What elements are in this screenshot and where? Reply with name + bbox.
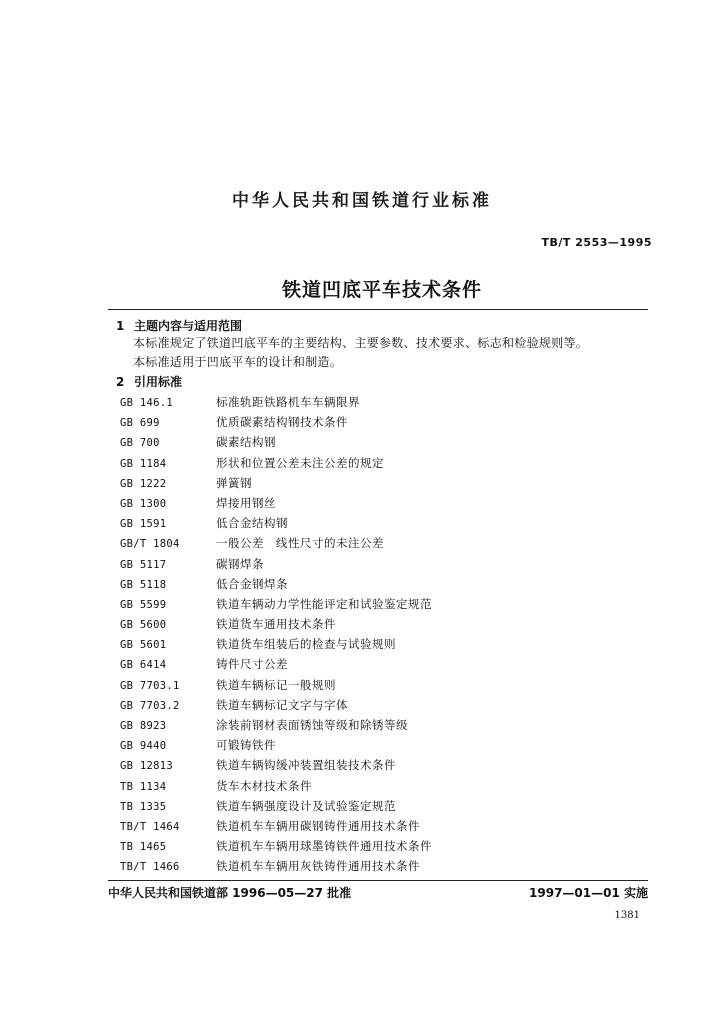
reference-item bbox=[120, 392, 432, 412]
section-1-title: 主题内容与适用范围 bbox=[134, 319, 243, 333]
reference-name: 铁道货车组装后的检查与试验规则 bbox=[216, 637, 396, 652]
reference-item bbox=[120, 614, 432, 634]
reference-name: 可锻铸铁件 bbox=[216, 738, 276, 753]
reference-item bbox=[120, 856, 432, 876]
section-1-paragraph: 本标准适用于凹底平车的设计和制造。 bbox=[133, 355, 343, 369]
reference-code: GB 9440 bbox=[120, 740, 167, 753]
org-title: 中华人民共和国铁道行业标准 bbox=[232, 191, 492, 211]
page-number: 1381 bbox=[614, 910, 640, 921]
reference-name: 一般公差 线性尺寸的未注公差 bbox=[216, 536, 384, 551]
reference-item bbox=[120, 453, 432, 473]
reference-code: GB 7703.2 bbox=[120, 699, 180, 712]
reference-code: GB 12813 bbox=[120, 760, 173, 773]
reference-item bbox=[120, 735, 432, 755]
reference-item bbox=[120, 634, 432, 654]
reference-name: 涂装前钢材表面锈蚀等级和除锈等级 bbox=[216, 718, 408, 732]
reference-item bbox=[120, 533, 432, 553]
reference-code: GB 5118 bbox=[120, 578, 167, 591]
reference-code: TB 1134 bbox=[120, 780, 167, 793]
reference-code: TB/T 1466 bbox=[120, 861, 180, 874]
section-1-paragraph: 本标准规定了铁道凹底平车的主要结构、主要参数、技术要求、标志和检验规则等。 bbox=[133, 336, 589, 350]
reference-code: GB 146.1 bbox=[120, 397, 173, 409]
reference-item bbox=[120, 695, 432, 715]
reference-name: 焊接用钢丝 bbox=[216, 495, 276, 510]
reference-item bbox=[120, 836, 432, 856]
reference-name: 弹簧钢 bbox=[216, 475, 252, 490]
reference-item bbox=[120, 594, 432, 614]
reference-item bbox=[120, 715, 432, 735]
reference-code: GB 5599 bbox=[120, 598, 167, 611]
reference-code: GB 1591 bbox=[120, 518, 167, 531]
section-1-heading bbox=[116, 317, 242, 334]
reference-name: 铁道机车车辆用碳钢铸件通用技术条件 bbox=[216, 818, 420, 833]
reference-name: 铁道货车通用技术条件 bbox=[216, 617, 336, 632]
document-title: 铁道凹底平车技术条件 bbox=[281, 279, 482, 301]
reference-item bbox=[120, 412, 432, 432]
section-2-title: 引用标准 bbox=[134, 375, 183, 389]
reference-name: 铁道车辆标记文字与字体 bbox=[216, 697, 348, 712]
reference-code: TB 1465 bbox=[120, 841, 167, 854]
reference-code: GB 5600 bbox=[120, 619, 167, 632]
reference-code: GB/T 1804 bbox=[120, 538, 180, 551]
section-2-heading bbox=[116, 373, 182, 390]
reference-name: 铁道机车车辆用灰铁铸件通用技术条件 bbox=[216, 859, 420, 874]
reference-item bbox=[120, 574, 432, 594]
reference-item bbox=[120, 473, 432, 493]
approval-line: 中华人民共和国铁道部 1996—05—27 批准 bbox=[108, 886, 352, 900]
reference-name: 铁道车辆动力学性能评定和试验鉴定规范 bbox=[216, 596, 432, 611]
reference-code: GB 5601 bbox=[120, 639, 167, 652]
reference-name: 低合金钢焊条 bbox=[216, 576, 288, 591]
section-2-number: 2 bbox=[116, 375, 125, 389]
reference-name: 货车木材技术条件 bbox=[216, 778, 312, 793]
reference-item bbox=[120, 493, 432, 513]
reference-code: GB 6414 bbox=[120, 659, 167, 672]
standard-number: TB/T 2553—1995 bbox=[541, 236, 652, 249]
reference-name: 碳钢焊条 bbox=[216, 556, 264, 571]
reference-item bbox=[120, 513, 432, 533]
reference-code: GB 1300 bbox=[120, 497, 167, 510]
reference-name: 优质碳素结构钢技术条件 bbox=[216, 415, 348, 430]
reference-code: TB/T 1464 bbox=[120, 820, 180, 833]
reference-name: 铸件尺寸公差 bbox=[216, 657, 288, 672]
footer-divider bbox=[108, 880, 648, 881]
reference-name: 铁道机车车辆用球墨铸铁件通用技术条件 bbox=[216, 839, 432, 854]
reference-code: GB 5117 bbox=[120, 558, 167, 571]
implementation-date: 1997—01—01 实施 bbox=[529, 886, 648, 900]
reference-name: 标准轨距铁路机车车辆限界 bbox=[216, 395, 360, 409]
reference-code: GB 1184 bbox=[120, 457, 167, 470]
reference-name: 铁道车辆钩缓冲装置组装技术条件 bbox=[216, 758, 396, 773]
reference-list bbox=[120, 392, 432, 877]
reference-name: 铁道车辆标记一般规则 bbox=[216, 677, 336, 692]
section-1-number: 1 bbox=[116, 319, 125, 333]
reference-name: 低合金结构钢 bbox=[216, 516, 288, 531]
reference-name: 形状和位置公差未注公差的规定 bbox=[216, 455, 384, 470]
reference-item bbox=[120, 816, 432, 836]
reference-code: GB 7703.1 bbox=[120, 679, 180, 692]
reference-code: GB 8923 bbox=[120, 720, 167, 732]
reference-code: GB 700 bbox=[120, 437, 160, 450]
reference-item bbox=[120, 554, 432, 574]
reference-code: TB 1335 bbox=[120, 800, 167, 813]
header-divider bbox=[108, 309, 648, 310]
reference-name: 碳素结构钢 bbox=[216, 435, 276, 450]
reference-item bbox=[120, 796, 432, 816]
reference-code: GB 1222 bbox=[120, 477, 167, 490]
reference-item bbox=[120, 654, 432, 674]
reference-item bbox=[120, 776, 432, 796]
reference-item bbox=[120, 432, 432, 452]
reference-item bbox=[120, 675, 432, 695]
reference-code: GB 699 bbox=[120, 417, 160, 430]
reference-item bbox=[120, 755, 432, 775]
reference-name: 铁道车辆强度设计及试验鉴定规范 bbox=[216, 798, 396, 813]
